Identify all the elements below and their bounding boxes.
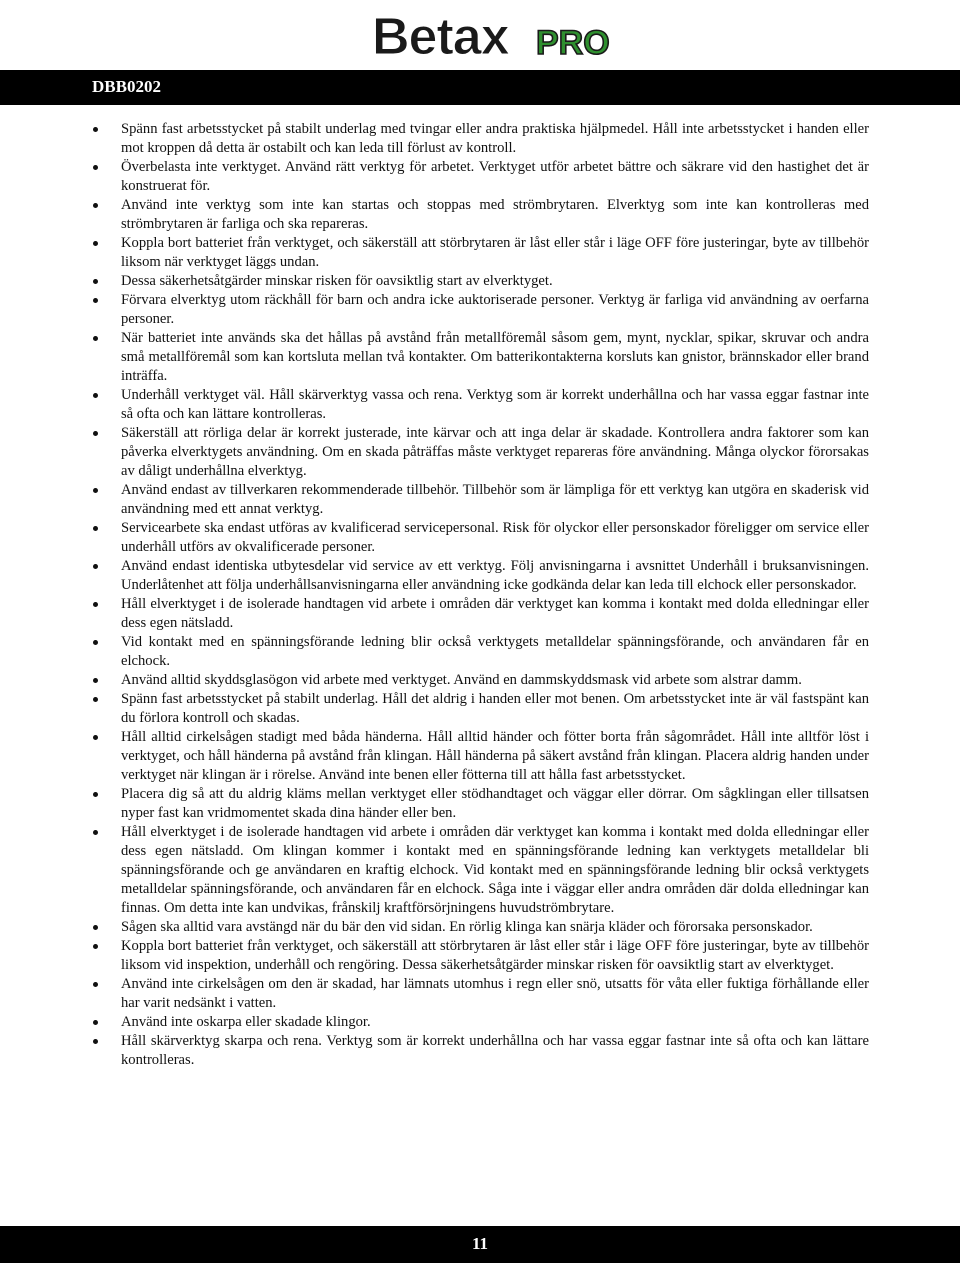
bullet-icon [93,564,98,569]
bullet-icon [93,640,98,645]
list-item-text: Spänn fast arbetsstycket på stabilt underlag. Håll det aldrig i handen eller mot benen. Om arbetsstycket inte är väl fastspänt kan du förlora kontroll och skadas. [121,691,869,726]
bullet-icon [93,925,98,930]
bullet-icon [93,431,98,436]
list-item [93,329,869,386]
list-item [93,272,869,291]
list-item-text: Håll elverktyget i de isolerade handtagen vid arbete i områden där verktyget kan komma i kontakt med dolda elledningar eller dess egen nätsladd. [121,596,869,631]
bullet-icon [93,792,98,797]
logo-text: Betax [372,8,509,66]
list-item [93,291,869,329]
list-item [93,386,869,424]
list-item [93,937,869,975]
bullet-icon [93,944,98,949]
list-item [93,785,869,823]
list-item-text: Håll skärverktyg skarpa och rena. Verktyg som är korrekt underhållna och har vassa eggar fastnar inte så ofta och kan lättare kontrolleras. [121,1033,869,1068]
bullet-icon [93,241,98,246]
list-item [93,158,869,196]
list-item-text: Vid kontakt med en spänningsförande ledning blir också verktygets metalldelar spänningsförande, och användaren får en elchock. [121,634,869,669]
bullet-icon [93,127,98,132]
list-item-text: Spänn fast arbetsstycket på stabilt underlag med tvingar eller andra praktiska hjälpmedel. Håll inte arbetsstycket i handen eller mot kroppen då detta är ostabilt och kan leda till förlust av kontroll. [121,121,869,156]
page-number: 11 [471,1234,489,1253]
list-item [93,1032,869,1070]
list-item-text: Använd inte oskarpa eller skadade klingor. [121,1014,371,1030]
list-item [93,481,869,519]
list-item-text: Håll elverktyget i de isolerade handtagen vid arbete i områden där verktyget kan komma i kontakt med dolda elledningar eller dess egen nätsladd. Om klingan kommer i kontakt med en spänningsförande ledning kan verktygets metalldelar bli spänningsförande och ge användaren en kraftig elchock. Vid kontakt med en spänningsförande ledning blir också verktygets metalldelar spänningsförande, och användaren får en elchock. Såga inte i väggar eller andra områden där dolda elledningar kan finnas. Om detta inte kan undvikas, frånskilj kraftförsörjningens huvudströmbrytare. [121,824,869,916]
bullet-icon [93,735,98,740]
list-item [93,823,869,918]
list-item [93,690,869,728]
list-item [93,424,869,481]
list-item [93,234,869,272]
brand-logo-graphic [370,4,618,66]
bullet-icon [93,165,98,170]
bullet-icon [93,526,98,531]
bullet-icon [93,697,98,702]
safety-instructions [93,120,869,1070]
list-item-text: Underhåll verktyget väl. Håll skärverktyg vassa och rena. Verktyg som är korrekt underhållna och har vassa eggar fastnar inte så ofta och kan lättare kontrolleras. [121,387,869,422]
list-item-text: Säkerställ att rörliga delar är korrekt justerade, inte kärvar och att inga delar är skadade. Kontrollera andra faktorer som kan påverka elverktygets användning. Om en skada påträffas måste verktyget repareras före användning. Många olyckor förorsakas av dåligt underhållna elverktyg. [121,425,869,479]
list-item [93,671,869,690]
footer-bar [0,1226,960,1263]
list-item [93,1013,869,1032]
bullet-icon [93,488,98,493]
list-item [93,595,869,633]
bullet-icon [93,678,98,683]
list-item [93,918,869,937]
bullet-icon [93,393,98,398]
list-item [93,519,869,557]
list-item-text: När batteriet inte används ska det hållas på avstånd från metallföremål såsom gem, mynt, nycklar, spikar, skruvar och andra små metallföremål som kan kortsluta mellan två kontakter. Om batterikontakterna korsluts kan gnistor, brännskador eller brand inträffa. [121,330,869,384]
header-bar [0,70,960,105]
bullet-list [93,120,869,1070]
bullet-icon [93,982,98,987]
bullet-icon [93,1020,98,1025]
list-item [93,975,869,1013]
bullet-icon [93,602,98,607]
bullet-icon [93,203,98,208]
list-item [93,196,869,234]
list-item [93,557,869,595]
list-item-text: Håll alltid cirkelsågen stadigt med båda händerna. Håll alltid händer och fötter borta från sågområdet. Håll inte alltför löst i verktyget, och håll händerna på avstånd från klingan. Håll händerna på säkert avstånd från klingan. Placera aldrig handen under verktyget när klingan är i rörelse. Använd inte benen eller fötterna till att hålla fast arbetsstycket. [121,729,869,783]
list-item-text: Överbelasta inte verktyget. Använd rätt verktyg för arbetet. Verktyget utför arbetet bättre och säkrare vid den hastighet det är konstruerat för. [121,159,869,194]
list-item-text: Koppla bort batteriet från verktyget, och säkerställ att störbrytaren är låst eller står i läge OFF före justeringar, byte av tillbehör liksom vid inspektion, underhåll och rengöring. Dessa säkerhetsåtgärder minskar risken för oavsiktlig start av elverktyget. [121,938,869,973]
bullet-icon [93,830,98,835]
list-item-text: Använd inte verktyg som inte kan startas och stoppas med strömbrytaren. Elverktyg som inte kan kontrolleras med strömbrytaren är farliga och ska repareras. [121,197,869,232]
list-item-text: Dessa säkerhetsåtgärder minskar risken för oavsiktlig start av elverktyget. [121,273,553,289]
list-item-text: Använd endast identiska utbytesdelar vid service av ett verktyg. Följ anvisningarna i avsnittet Underhåll i bruksanvisningen. Underlåtenhet att följa underhållsanvisningarna eller användning icke godkända delar kan leda till elchock eller personskador. [121,558,869,593]
bullet-icon [93,336,98,341]
list-item-text: Använd inte cirkelsågen om den är skadad, har lämnats utomhus i regn eller snö, utsatts för våta eller fuktiga förhållande eller har varit nedsänkt i vatten. [121,976,869,1011]
logo-suffix: PRO [536,24,610,62]
list-item-text: Servicearbete ska endast utföras av kvalificerad servicepersonal. Risk för olyckor eller personskador föreligger om service eller underhåll utförs av okvalificerade personer. [121,520,869,555]
list-item [93,728,869,785]
list-item [93,633,869,671]
brand-logo [370,4,618,66]
list-item-text: Koppla bort batteriet från verktyget, och säkerställ att störbrytaren är låst eller står i läge OFF före justeringar, byte av tillbehör liksom när verktyget läggs undan. [121,235,869,270]
bullet-icon [93,1039,98,1044]
list-item-text: Placera dig så att du aldrig kläms mellan verktyget eller stödhandtaget och väggar eller dörrar. Om sågklingan eller tillsatsen nyper fast kan vridmomentet skada dina händer eller ben. [121,786,869,821]
bullet-icon [93,298,98,303]
list-item-text: Sågen ska alltid vara avstängd när du bär den vid sidan. En rörlig klinga kan snärja kläder och förorsaka personskador. [121,919,813,935]
document-code: DBB0202 [92,77,161,96]
list-item [93,120,869,158]
list-item-text: Använd endast av tillverkaren rekommenderade tillbehör. Tillbehör som är lämpliga för ett verktyg kan utgöra en skaderisk vid användning med ett annat verktyg. [121,482,869,517]
bullet-icon [93,279,98,284]
list-item-text: Använd alltid skyddsglasögon vid arbete med verktyget. Använd en dammskyddsmask vid arbete som alstrar damm. [121,672,802,688]
list-item-text: Förvara elverktyg utom räckhåll för barn och andra icke auktoriserade personer. Verktyg är farliga vid användning av oerfarna personer. [121,292,869,327]
